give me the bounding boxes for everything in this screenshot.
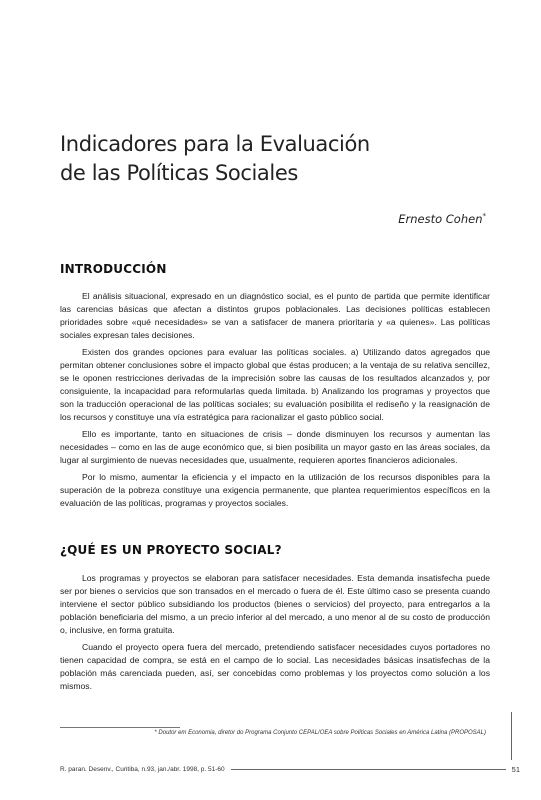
paragraph: Por lo mismo, aumentar la eficiencia y el impacto en la utilización de los recursos disponibles para la superación de la pobreza constituye una exigencia permanente, que plantea requerimientos específicos en la evaluación de las políticas, programas y proyectos sociales. <box>60 472 490 509</box>
paragraph: Cuando el proyecto opera fuera del mercado, pretendiendo satisfacer necesidades cuyos portadores no tienen capacidad de compra, se está en el campo de lo social. Las necesidades básicas insatisfechas de la población más carenciada pueden, así, ser concebidas como problemas y los proyectos como solución a los mismos. <box>60 642 490 691</box>
paragraph: Ello es importante, tanto en situaciones de crisis – donde disminuyen los recursos y aumentan las necesidades – como en las de auge económico que, si bien posibilita un mayor gasto en las áreas sociales, da lugar al surgimiento de nuevas necesidades que, usualmente, requieren aportes financieros adicionales. <box>60 429 490 465</box>
section-heading: INTRODUCCIÓN <box>60 262 167 276</box>
article-title <box>60 130 480 188</box>
page-number: 51 <box>511 764 520 774</box>
journal-citation: R. paran. Desenv., Curitiba, n.93, jan./abr. 1998, p. 51-60 <box>60 765 225 773</box>
section-introduccion <box>60 262 490 515</box>
author-byline <box>398 212 486 226</box>
section-heading: ¿QUÉ ES UN PROYECTO SOCIAL? <box>60 543 282 557</box>
section-proyecto-social <box>60 543 490 697</box>
author-name: Ernesto Cohen <box>398 212 483 226</box>
title-line-1: Indicadores para la Evaluación <box>60 132 370 156</box>
title-line-2: de las Políticas Sociales <box>60 161 298 185</box>
paragraph: Existen dos grandes opciones para evaluar las políticas sociales. a) Utilizando datos agregados que permitan obtener conclusiones sobre el impacto global que éstas producen; a la ventaja de su relativa sencillez, se le oponen restricciones derivadas de la imprecisión sobre las causas de los resultados alcanzados y, por consiguiente, la incapacidad para reformularlas queda limitada. b) Analizando los programas y proyectos que son la traducción operacional de las políticas sociales; su evaluación posibilita el rediseño y la reasignación de los recursos y constituye una vía estratégica para racionalizar el gasto público social. <box>60 347 490 422</box>
footer-rule <box>231 769 506 770</box>
page-margin-rule <box>511 712 512 760</box>
footnote-divider <box>60 727 180 728</box>
paragraph: Los programas y proyectos se elaboran para satisfacer necesidades. Esta demanda insatisfecha puede ser por bienes o servicios que son transados en el mercado o fuera de él. Este último caso se presenta cuando interviene el sector público subsidiando los productos (bienes o servicios) del proyecto, para entregarlos a la población beneficiaria del mismo, a un precio inferior al del mercado, a uno menor al de su costo de producción o, inclusive, en forma gratuita. <box>60 573 490 635</box>
footnote: * Doutor em Economia, diretor do Programa Conjunto CEPAL/OEA sobre Políticas Sociales en América Latina (PROPOSAL) <box>154 730 486 736</box>
author-footnote-mark: * <box>482 212 486 221</box>
paragraph: El análisis situacional, expresado en un diagnóstico social, es el punto de partida que permite identificar las carencias básicas que afectan a distintos grupos poblacionales. Las decisiones políticas establecen prioridades sobre «qué necesidades» se van a satisfacer de manera prioritaria y «a quienes». Las políticas sociales expresan tales decisiones. <box>60 291 490 340</box>
page-footer <box>60 763 520 775</box>
